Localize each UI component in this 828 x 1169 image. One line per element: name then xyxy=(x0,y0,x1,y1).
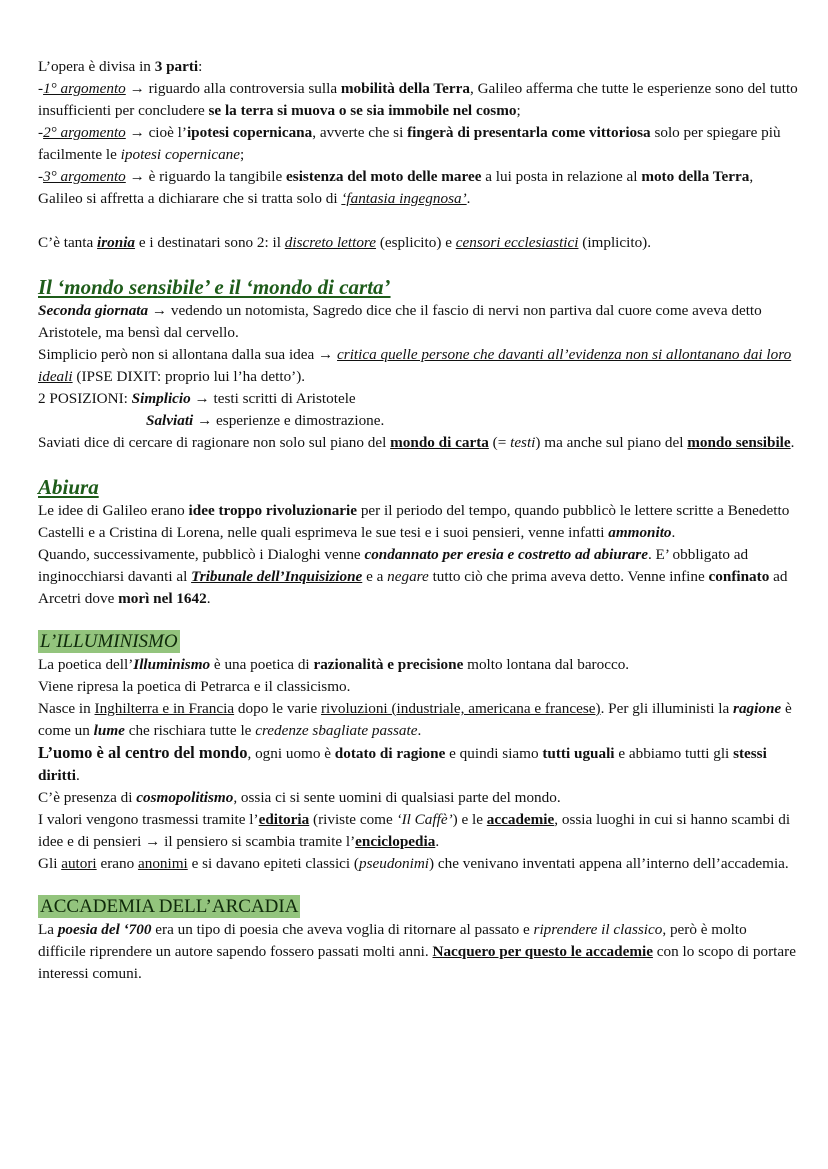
mondo-paragraph-2: Simplicio però non si allontana dalla sua idea → critica quelle persone che davanti all’evidenza non si allontanano dai loro ideali (IPSE DIXIT: proprio lui l’ha detto’). xyxy=(38,346,792,385)
mondo-positions-2: Salviati → esperienze e dimostrazione. xyxy=(146,412,385,429)
argument-3-label: 3° argomento xyxy=(43,168,126,185)
section-title-arcadia: ACCADEMIA DELL’ARCADIA xyxy=(40,896,299,917)
argument-3: -3° argomento → è riguardo la tangibile esistenza del moto delle maree a lui posta in relazione al moto della Terra, Galileo si affretta a dichiarare che si tratta solo di ‘fantasia ingegnosa’. xyxy=(38,168,754,207)
illuminismo-paragraph-7: Gli autori erano anonimi e si davano epiteti classici (pseudonimi) che venivano inventati appena all’interno dell’accademia. xyxy=(38,855,789,872)
mondo-paragraph-1: Seconda giornata → vedendo un notomista, Sagredo dice che il fascio di nervi non partiva dal cuore come aveva detto Aristotele, ma bensì dal cervello. xyxy=(38,302,762,341)
document-page xyxy=(38,56,798,985)
section-title-mondo: Il ‘mondo sensibile’ e il ‘mondo di carta’ xyxy=(38,275,391,299)
irony-paragraph: C’è tanta ironia e i destinatari sono 2: il discreto lettore (esplicito) e censori ecclesiastici (implicito). xyxy=(38,234,652,251)
abiura-paragraph: Le idee di Galileo erano idee troppo rivoluzionarie per il periodo del tempo, quando pubblicò le lettere scritte a Benedetto Castelli e a Cristina di Lorena, nelle quali esprimeva le sue tesi e i suoi pensieri, venne infatti ammonito. Quando, successivamente, pubblicò i Dialoghi venne condannato per eresia e costretto ad abiurare. E’ obbligato ad inginocchiarsi davanti al Tribunale dell’Inquisizione e a negare tutto ciò che prima aveva detto. Venne infine confinato ad Arcetri dove morì nel 1642. xyxy=(38,502,790,607)
argument-2: -2° argomento → cioè l’ipotesi copernicana, avverte che si fingerà di presentarla come vittoriosa solo per spiegare più facilmente le ipotesi copernicane; xyxy=(38,124,781,163)
arcadia-paragraph: La poesia del ‘700 era un tipo di poesia che aveva voglia di ritornare al passato e riprendere il classico, però è molto difficile riprendere un autore sapendo fossero passati molti anni. Nacquero per questo le accademie con lo scopo di portare interessi comuni. xyxy=(38,921,796,982)
intro-paragraph: L’opera è divisa in 3 parti: xyxy=(38,58,203,75)
illuminismo-paragraph-5: C’è presenza di cosmopolitismo, ossia ci si sente uomini di qualsiasi parte del mondo. xyxy=(38,789,561,806)
argument-2-label: 2° argomento xyxy=(43,124,126,141)
illuminismo-paragraph-4: L’uomo è al centro del mondo, ogni uomo è dotato di ragione e quindi siamo tutti uguali e abbiamo tutti gli stessi diritti. xyxy=(38,743,767,784)
illuminismo-paragraph-1: La poetica dell’Illuminismo è una poetica di razionalità e precisione molto lontana dal barocco. xyxy=(38,656,630,673)
argument-1-label: 1° argomento xyxy=(43,80,126,97)
mondo-positions-1: 2 POSIZIONI: Simplicio → testi scritti di Aristotele xyxy=(38,390,356,407)
mondo-paragraph-3: Saviati dice di cercare di ragionare non solo sul piano del mondo di carta (= testi) ma anche sul piano del mondo sensibile. xyxy=(38,434,795,451)
illuminismo-paragraph-2: Viene ripresa la poetica di Petrarca e il classicismo. xyxy=(38,678,351,695)
argument-1: -1° argomento → riguardo alla controversia sulla mobilità della Terra, Galileo afferma che tutte le esperienze sono del tutto insufficienti per concludere se la terra si muova o se sia immobile nel cosmo; xyxy=(38,80,798,119)
illuminismo-paragraph-6: I valori vengono trasmessi tramite l’editoria (riviste come ‘Il Caffè’) e le accademie, ossia luoghi in cui si hanno scambi di idee e di pensieri → il pensiero si scambia tramite l’enciclopedia. xyxy=(38,811,791,850)
illuminismo-paragraph-3: Nasce in Inghilterra e in Francia dopo le varie rivoluzioni (industriale, americana e francese). Per gli illuministi la ragione è come un lume che rischiara tutte le credenze sbagliate passate. xyxy=(38,700,792,739)
section-title-illuminismo: L’ILLUMINISMO xyxy=(40,631,178,652)
section-title-abiura: Abiura xyxy=(38,475,99,499)
